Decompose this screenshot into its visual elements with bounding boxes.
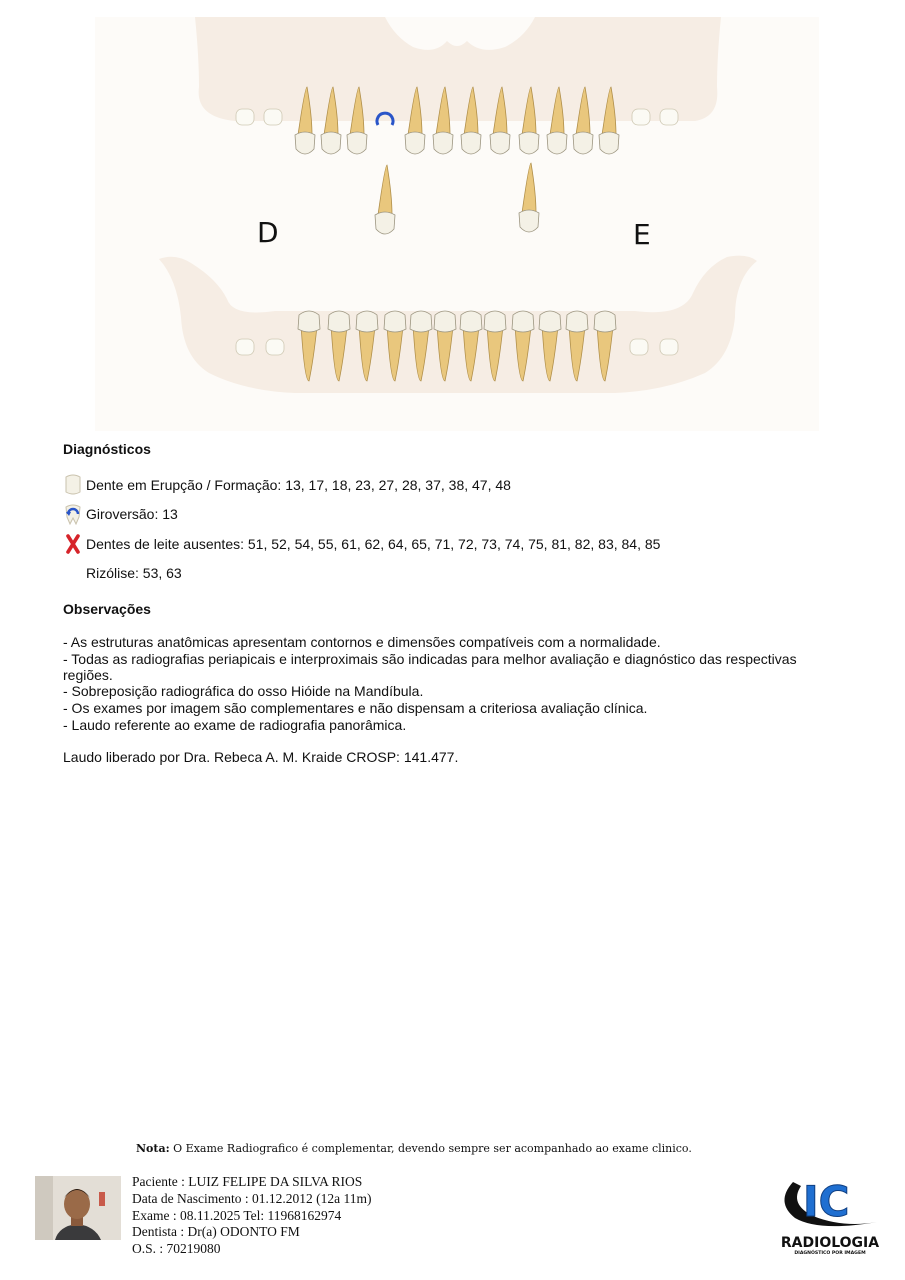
diagnostic-text: Giroversão: 13 bbox=[86, 506, 178, 522]
footer-note-text: O Exame Radiografico é complementar, devendo sempre ser acompanhado ao exame clinico. bbox=[173, 1142, 692, 1155]
observation-line: - Laudo referente ao exame de radiografia panorâmica. bbox=[63, 717, 407, 733]
upper-ghost-tooth bbox=[660, 109, 678, 125]
dentist: Dentista : Dr(a) ODONTO FM bbox=[132, 1224, 300, 1239]
patient-name: Paciente : LUIZ FELIPE DA SILVA RIOS bbox=[132, 1174, 363, 1189]
report-signature: Laudo liberado por Dra. Rebeca A. M. Kraide CROSP: 141.477. bbox=[63, 749, 459, 765]
lower-ghost-tooth bbox=[266, 339, 284, 355]
footer-note bbox=[136, 1142, 692, 1155]
ic-radiologia-logo bbox=[773, 1168, 887, 1256]
upper-ghost-tooth bbox=[632, 109, 650, 125]
diagnostic-text: Rizólise: 53, 63 bbox=[86, 565, 182, 581]
rotation-icon bbox=[63, 503, 83, 525]
observation-line: - Sobreposição radiográfica do osso Hióide na Mandíbula. bbox=[63, 683, 424, 699]
odontogram bbox=[95, 17, 819, 431]
patient-birth: Data de Nascimento : 01.12.2012 (12a 11m) bbox=[132, 1191, 372, 1206]
observation-line: - As estruturas anatômicas apresentam contornos e dimensões compatíveis com a normalidade. bbox=[63, 634, 661, 650]
observation-line: regiões. bbox=[63, 667, 113, 683]
erupting-tooth-icon bbox=[63, 474, 83, 496]
missing-tooth-x-icon bbox=[63, 533, 83, 555]
lower-ghost-tooth bbox=[630, 339, 648, 355]
diagnostic-text: Dentes de leite ausentes: 51, 52, 54, 55, 61, 62, 64, 65, 71, 72, 73, 74, 75, 81, 82, 83, 84, 85 bbox=[86, 536, 661, 552]
lower-ghost-tooth bbox=[236, 339, 254, 355]
diagnostics-title: Diagnósticos bbox=[63, 441, 151, 457]
diagnostic-text: Dente em Erupção / Formação: 13, 17, 18, 23, 27, 28, 37, 38, 47, 48 bbox=[86, 477, 511, 493]
side-right-label: D bbox=[257, 216, 279, 249]
side-left-label: E bbox=[633, 218, 651, 251]
diagnostic-item bbox=[63, 533, 660, 555]
observation-line: - Todas as radiografias periapicais e interproximais são indicadas para melhor avaliação e diagnóstico das respectivas bbox=[63, 651, 797, 667]
footer-note-label: Nota: bbox=[136, 1142, 170, 1155]
patient-photo bbox=[35, 1176, 121, 1240]
diagnostic-item bbox=[63, 503, 178, 525]
logo-main-text: RADIOLOGIA bbox=[780, 1235, 880, 1251]
upper-ghost-tooth bbox=[236, 109, 254, 125]
lower-ghost-tooth bbox=[660, 339, 678, 355]
observation-line: - Os exames por imagem são complementares e não dispensam a criteriosa avaliação clínica. bbox=[63, 700, 648, 716]
upper-ghost-tooth bbox=[264, 109, 282, 125]
exam-date-phone: Exame : 08.11.2025 Tel: 11968162974 bbox=[132, 1208, 342, 1223]
order-number: O.S. : 70219080 bbox=[132, 1241, 221, 1256]
diagnostic-item bbox=[63, 562, 182, 584]
diagnostic-item bbox=[63, 474, 511, 496]
logo-mark: IC bbox=[803, 1177, 850, 1226]
observations-title: Observações bbox=[63, 601, 151, 617]
logo-sub-text: DIAGNÓSTICO POR IMAGEM bbox=[794, 1251, 866, 1256]
